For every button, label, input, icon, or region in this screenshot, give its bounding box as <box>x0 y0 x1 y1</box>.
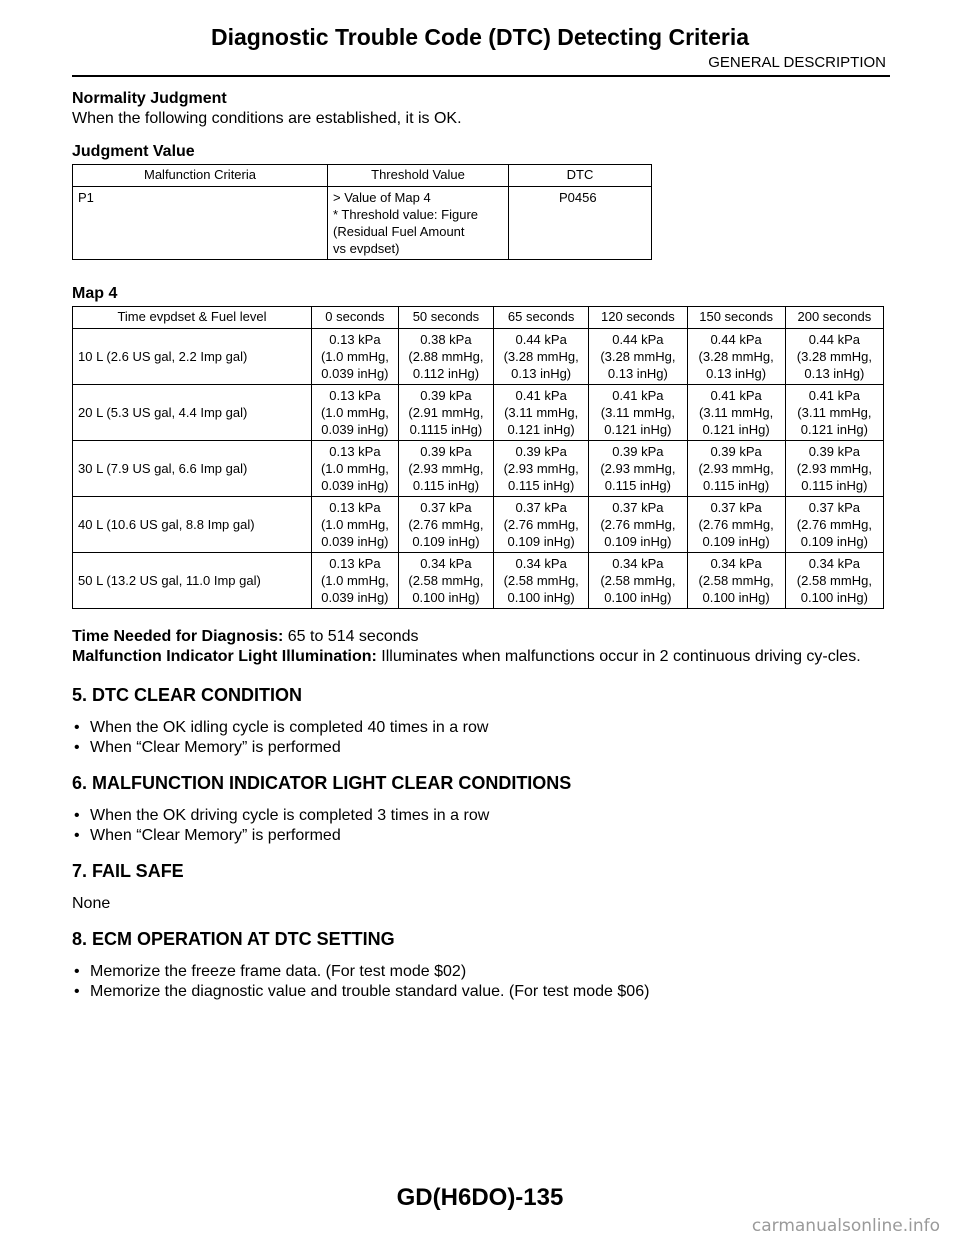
map4-row-label: 30 L (7.9 US gal, 6.6 Imp gal) <box>73 441 312 497</box>
bullet-list <box>72 962 890 1002</box>
map4-cell-line: 0.115 inHg) <box>604 478 671 493</box>
judgment-threshold <box>328 187 509 260</box>
map4-cell-line: 0.39 kPa <box>420 444 472 459</box>
diagnosis-info <box>72 627 890 667</box>
map4-cell <box>494 553 589 609</box>
map4-cell-line: 0.34 kPa <box>515 556 567 571</box>
map4-cell <box>312 441 399 497</box>
map4-cell <box>589 441 687 497</box>
diagnosis-time-label: Time Needed for Diagnosis: <box>72 628 284 645</box>
map4-cell-line: 0.39 kPa <box>710 444 762 459</box>
map4-cell-line: 0.37 kPa <box>420 500 472 515</box>
table-row <box>73 497 884 553</box>
map4-cell-line: (2.93 mmHg, <box>503 461 579 476</box>
map4-row-label: 10 L (2.6 US gal, 2.2 Imp gal) <box>73 329 312 385</box>
map4-cell <box>312 385 399 441</box>
diagnosis-mil-value: Illuminates when malfunctions occur in 2 continuous driving cy-cles. <box>376 648 861 665</box>
judgment-header-row <box>73 165 652 187</box>
map4-cell <box>589 329 687 385</box>
sections <box>72 684 890 1002</box>
map4-cell-line: 0.115 inHg) <box>508 478 575 493</box>
map4-cell-line: (2.91 mmHg, <box>408 405 484 420</box>
map4-cell-line: 0.13 kPa <box>329 500 381 515</box>
map4-cell-line: (2.58 mmHg, <box>503 573 579 588</box>
normality-text: When the following conditions are established, it is OK. <box>72 110 462 127</box>
diagnosis-time <box>72 627 890 647</box>
judgment-table <box>72 164 652 260</box>
map4-cell-line: (1.0 mmHg, <box>320 349 389 364</box>
header-divider <box>72 75 890 77</box>
map4-cell <box>398 329 493 385</box>
map4-cell <box>785 497 883 553</box>
map4-col-header: 150 seconds <box>687 307 785 329</box>
map4-cell-line: 0.39 kPa <box>808 444 861 459</box>
map4-cell-line: 0.38 kPa <box>420 332 472 347</box>
section <box>72 860 890 914</box>
map4-cell <box>398 497 493 553</box>
section-title: 6. MALFUNCTION INDICATOR LIGHT CLEAR CONDITIONS <box>72 773 572 793</box>
normality-heading: Normality Judgment <box>72 90 227 107</box>
map4-cell-line: 0.37 kPa <box>808 500 861 515</box>
map4-cell-line: 0.100 inHg) <box>412 590 480 605</box>
map4-cell <box>687 385 785 441</box>
map4-cell-line: (2.58 mmHg, <box>698 573 774 588</box>
map4-cell-line: 0.44 kPa <box>808 332 861 347</box>
map4-cell <box>589 385 687 441</box>
map4-cell-line: (2.76 mmHg, <box>600 517 676 532</box>
list-item: • Memorize the diagnostic value and trouble standard value. (For test mode $06) <box>72 982 890 1002</box>
map4-cell <box>312 329 399 385</box>
watermark: carmanualsonline.info <box>751 1216 940 1236</box>
diagnosis-mil <box>72 647 890 667</box>
map4-cell-line: (3.11 mmHg, <box>797 405 872 420</box>
map4-cell-line: 0.39 kPa <box>420 388 472 403</box>
map4-cell-line: 0.121 inHg) <box>604 422 672 437</box>
diagnosis-mil-label: Malfunction Indicator Light Illumination: <box>72 648 377 665</box>
map4-cell-line: (3.11 mmHg, <box>504 405 579 420</box>
map4-cell-line: 0.34 kPa <box>612 556 664 571</box>
map4-cell-line: (2.93 mmHg, <box>408 461 484 476</box>
map4-cell-line: (2.58 mmHg, <box>600 573 676 588</box>
map4-cell-line: 0.34 kPa <box>808 556 861 571</box>
map4-cell <box>687 497 785 553</box>
map4-cell-line: 0.39 kPa <box>515 444 567 459</box>
map4-col-header: 120 seconds <box>589 307 687 329</box>
map4-cell <box>494 329 589 385</box>
section <box>72 772 890 846</box>
map4-cell-line: 0.115 inHg) <box>412 478 480 493</box>
map4-cell-line: 0.039 inHg) <box>321 422 389 437</box>
map4-cell-line: 0.13 kPa <box>329 556 381 571</box>
map4-cell-line: (1.0 mmHg, <box>320 405 389 420</box>
map4-cell-line: 0.115 inHg) <box>702 478 770 493</box>
map4-cell-line: (2.88 mmHg, <box>408 349 484 364</box>
map4-cell-line: 0.121 inHg) <box>800 422 868 437</box>
map4-cell-line: 0.13 kPa <box>329 388 381 403</box>
page-subtitle: GENERAL DESCRIPTION <box>708 54 886 71</box>
list-item: • When the OK driving cycle is completed 3 times in a row <box>72 806 890 826</box>
map4-cell-line: (3.11 mmHg, <box>600 405 675 420</box>
map4-cell-line: 0.039 inHg) <box>321 590 389 605</box>
page-number: GD(H6DO)-135 <box>396 1184 564 1211</box>
map4-cell <box>785 385 883 441</box>
map4-cell-line: 0.41 kPa <box>710 388 762 403</box>
map4-cell-line: 0.37 kPa <box>612 500 664 515</box>
map4-cell-line: 0.34 kPa <box>420 556 472 571</box>
map4-cell-line: (2.93 mmHg, <box>698 461 774 476</box>
table-row <box>73 329 884 385</box>
map4-cell-line: (3.28 mmHg, <box>600 349 676 364</box>
map4-cell-line: 0.41 kPa <box>515 388 567 403</box>
map4-cell-line: (1.0 mmHg, <box>320 573 389 588</box>
map4-cell-line: (1.0 mmHg, <box>320 517 389 532</box>
map4-cell <box>494 497 589 553</box>
map4-cell-line: (2.76 mmHg, <box>698 517 774 532</box>
map4-col-header: 0 seconds <box>312 307 399 329</box>
map4-cell-line: 0.1115 inHg) <box>409 422 483 437</box>
section <box>72 684 890 758</box>
map4-table <box>72 306 884 609</box>
list-item: • When the OK idling cycle is completed 40 times in a row <box>72 718 890 738</box>
map4-col-header: 200 seconds <box>785 307 883 329</box>
map4-cell <box>687 553 785 609</box>
map4-row-label: 20 L (5.3 US gal, 4.4 Imp gal) <box>73 385 312 441</box>
map4-cell-line: 0.109 inHg) <box>702 534 770 549</box>
table-row <box>73 441 884 497</box>
map4-cell-line: 0.34 kPa <box>710 556 762 571</box>
section-title: 8. ECM OPERATION AT DTC SETTING <box>72 929 395 949</box>
map4-cell <box>398 553 493 609</box>
map4-cell-line: (3.11 mmHg, <box>699 405 774 420</box>
map4-cell-line: (2.58 mmHg, <box>796 573 872 588</box>
section-title: 5. DTC CLEAR CONDITION <box>72 685 303 705</box>
map4-cell-line: 0.039 inHg) <box>321 366 389 381</box>
map4-cell <box>687 441 785 497</box>
map4-col-header: Time evpdset & Fuel level <box>73 307 312 329</box>
list-item: • Memorize the freeze frame data. (For test mode $02) <box>72 962 890 982</box>
map4-cell-line: 0.37 kPa <box>515 500 567 515</box>
map4-header-row <box>73 307 884 329</box>
threshold-line: * Threshold value: Figure <box>333 207 479 222</box>
map4-cell <box>398 385 493 441</box>
judgment-dtc: P0456 <box>509 187 652 260</box>
map4-cell-line: 0.44 kPa <box>710 332 762 347</box>
judgment-criteria: P1 <box>73 187 328 260</box>
map4-cell <box>494 441 589 497</box>
map4-cell-line: (3.28 mmHg, <box>503 349 579 364</box>
map4-col-header: 50 seconds <box>398 307 493 329</box>
map4-cell <box>398 441 493 497</box>
map4-cell-line: 0.100 inHg) <box>800 590 868 605</box>
map4-cell-line: 0.100 inHg) <box>507 590 575 605</box>
map4-cell <box>312 553 399 609</box>
list-item: • When “Clear Memory” is performed <box>72 826 890 846</box>
map4-cell-line: 0.13 inHg) <box>706 366 767 381</box>
map4-cell-line: 0.109 inHg) <box>507 534 575 549</box>
map4-cell-line: (2.93 mmHg, <box>796 461 872 476</box>
map4-cell-line: (2.76 mmHg, <box>503 517 579 532</box>
map4-heading: Map 4 <box>72 285 118 302</box>
map4-col-header: 65 seconds <box>494 307 589 329</box>
page-title: Diagnostic Trouble Code (DTC) Detecting Criteria <box>211 24 749 50</box>
map4-cell-line: 0.13 kPa <box>329 332 381 347</box>
map4-cell-line: 0.13 inHg) <box>804 366 865 381</box>
table-row <box>73 553 884 609</box>
map4-cell-line: (3.28 mmHg, <box>698 349 774 364</box>
map4-cell-line: 0.112 inHg) <box>412 366 480 381</box>
map4-cell-line: 0.13 kPa <box>329 444 381 459</box>
map4-cell-line: 0.121 inHg) <box>507 422 575 437</box>
judgment-heading: Judgment Value <box>72 143 195 160</box>
bullet-list <box>72 718 890 758</box>
map4-cell-line: 0.109 inHg) <box>604 534 672 549</box>
threshold-line: (Residual Fuel Amount <box>333 224 465 239</box>
map4-cell-line: 0.109 inHg) <box>412 534 480 549</box>
map4-cell-line: 0.109 inHg) <box>800 534 868 549</box>
judgment-col-threshold: Threshold Value <box>328 165 509 187</box>
map4-cell-line: 0.44 kPa <box>612 332 664 347</box>
section-text: None <box>72 895 111 912</box>
map4-cell <box>589 497 687 553</box>
map4-cell-line: 0.039 inHg) <box>321 534 389 549</box>
map4-cell-line: 0.13 inHg) <box>607 366 668 381</box>
map4-cell-line: (3.28 mmHg, <box>796 349 872 364</box>
diagnosis-time-value: 65 to 514 seconds <box>283 628 419 645</box>
judgment-col-criteria: Malfunction Criteria <box>73 165 328 187</box>
map4-cell <box>494 385 589 441</box>
map4-cell-line: 0.100 inHg) <box>604 590 672 605</box>
map4-cell-line: (2.76 mmHg, <box>796 517 872 532</box>
map4-cell <box>687 329 785 385</box>
map4-cell-line: 0.41 kPa <box>612 388 664 403</box>
section <box>72 928 890 1002</box>
map4-cell <box>785 329 883 385</box>
map4-cell-line: 0.41 kPa <box>808 388 861 403</box>
map4-cell <box>589 553 687 609</box>
map4-cell <box>785 553 883 609</box>
section-title: 7. FAIL SAFE <box>72 861 184 881</box>
map4-cell-line: (1.0 mmHg, <box>320 461 389 476</box>
map4-cell <box>312 497 399 553</box>
map4-cell <box>785 441 883 497</box>
map4-cell-line: (2.76 mmHg, <box>408 517 484 532</box>
map4-row-label: 50 L (13.2 US gal, 11.0 Imp gal) <box>73 553 312 609</box>
map4-cell-line: 0.115 inHg) <box>801 478 868 493</box>
map4-cell-line: 0.39 kPa <box>612 444 664 459</box>
list-item: • When “Clear Memory” is performed <box>72 738 890 758</box>
map4-cell-line: 0.37 kPa <box>710 500 762 515</box>
judgment-col-dtc: DTC <box>509 165 652 187</box>
table-row <box>73 187 652 260</box>
map4-cell-line: (2.93 mmHg, <box>600 461 676 476</box>
bullet-list <box>72 806 890 846</box>
page-content <box>72 89 890 1002</box>
map4-cell-line: 0.039 inHg) <box>321 478 389 493</box>
map4-row-label: 40 L (10.6 US gal, 8.8 Imp gal) <box>73 497 312 553</box>
threshold-line: vs evpdset) <box>333 241 400 256</box>
map4-cell-line: (2.58 mmHg, <box>408 573 484 588</box>
table-row <box>73 385 884 441</box>
map4-cell-line: 0.100 inHg) <box>702 590 770 605</box>
threshold-line: > Value of Map 4 <box>333 190 431 205</box>
map4-cell-line: 0.13 inHg) <box>511 366 572 381</box>
map4-cell-line: 0.44 kPa <box>515 332 567 347</box>
map4-cell-line: 0.121 inHg) <box>702 422 770 437</box>
